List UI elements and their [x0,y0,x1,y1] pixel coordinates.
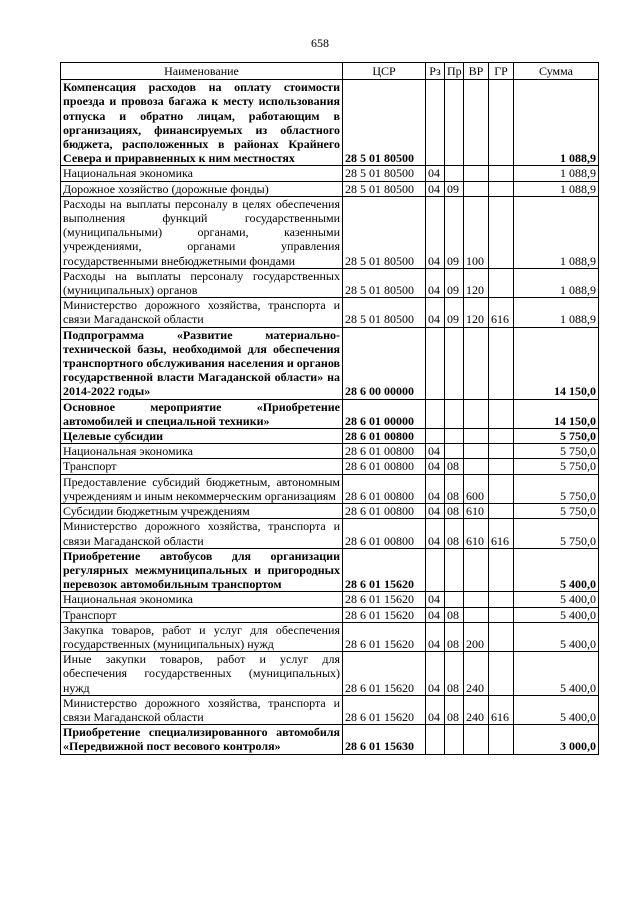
row-pr-cell [445,429,464,444]
row-gr-cell [489,399,514,428]
row-gr-cell [489,327,514,399]
row-sum-cell: 1 088,9 [514,196,599,268]
row-pr-cell: 08 [445,459,464,474]
row-rz-cell [426,80,445,166]
row-csr-cell: 28 6 01 15620 [343,652,426,696]
row-name-cell: Транспорт [61,607,343,622]
row-rz-cell: 04 [426,519,445,548]
row-gr-cell [489,429,514,444]
row-vr-cell [464,80,489,166]
row-pr-cell: 08 [445,695,464,724]
column-header-pr: Пр [445,63,464,80]
row-rz-cell: 04 [426,196,445,268]
row-csr-cell: 28 6 01 00800 [343,519,426,548]
table-row [61,399,599,428]
row-vr-cell [464,399,489,428]
row-rz-cell: 04 [426,166,445,181]
row-name-cell: Основное мероприятие «Приобретение автомобилей и специальной техники» [61,399,343,428]
row-name-cell: Компенсация расходов на оплату стоимости проезда и провоза багажа к месту использования отпуска и обратно лицам, работающим в организациях, финансируемых из областного бюджета, расположенных в районах Крайнего Севера и приравненных к ним местностях [61,80,343,166]
table-row [61,652,599,696]
row-vr-cell: 240 [464,652,489,696]
row-csr-cell: 28 6 01 15620 [343,548,426,592]
row-pr-cell: 09 [445,181,464,196]
row-gr-cell [489,80,514,166]
row-vr-cell: 120 [464,298,489,327]
row-name-cell: Министерство дорожного хозяйства, транспорта и связи Магаданской области [61,519,343,548]
row-pr-cell: 08 [445,519,464,548]
row-pr-cell: 08 [445,474,464,503]
row-gr-cell: 616 [489,298,514,327]
row-sum-cell: 5 400,0 [514,695,599,724]
row-name-cell: Дорожное хозяйство (дорожные фонды) [61,181,343,196]
row-csr-cell: 28 5 01 80500 [343,196,426,268]
row-name-cell: Министерство дорожного хозяйства, транспорта и связи Магаданской области [61,298,343,327]
row-vr-cell [464,444,489,459]
table-row [61,166,599,181]
row-pr-cell [445,444,464,459]
row-gr-cell [489,622,514,651]
table-row [61,80,599,166]
row-vr-cell [464,592,489,607]
row-name-cell: Подпрограмма «Развитие материально-технической базы, необходимой для обеспечения транспортного обслуживания населения и органов государственной власти Магаданской области» на 2014-2022 годы» [61,327,343,399]
row-pr-cell [445,548,464,592]
column-header-sum: Сумма [514,63,599,80]
row-name-cell: Закупка товаров, работ и услуг для обеспечения государственных (муниципальных) нужд [61,622,343,651]
row-csr-cell: 28 6 01 15620 [343,607,426,622]
table-row [61,725,599,754]
row-gr-cell [489,548,514,592]
row-sum-cell: 5 750,0 [514,504,599,519]
row-rz-cell: 04 [426,622,445,651]
row-vr-cell [464,166,489,181]
table-row [61,459,599,474]
row-csr-cell: 28 6 01 15620 [343,695,426,724]
row-rz-cell: 04 [426,181,445,196]
row-name-cell: Расходы на выплаты персоналу государственных (муниципальных) органов [61,268,343,297]
table-header-row [61,63,599,80]
row-vr-cell: 610 [464,504,489,519]
row-vr-cell [464,607,489,622]
row-rz-cell: 04 [426,298,445,327]
row-vr-cell: 120 [464,268,489,297]
row-sum-cell: 5 400,0 [514,652,599,696]
row-pr-cell: 08 [445,504,464,519]
row-pr-cell: 09 [445,268,464,297]
row-gr-cell [489,166,514,181]
row-gr-cell [489,504,514,519]
row-pr-cell [445,725,464,754]
table-row [61,298,599,327]
row-csr-cell: 28 6 01 15620 [343,592,426,607]
row-rz-cell: 04 [426,695,445,724]
row-sum-cell: 5 750,0 [514,519,599,548]
row-rz-cell [426,327,445,399]
row-rz-cell: 04 [426,268,445,297]
row-gr-cell [489,652,514,696]
row-csr-cell: 28 6 01 15630 [343,725,426,754]
row-name-cell: Национальная экономика [61,166,343,181]
row-name-cell: Предоставление субсидий бюджетным, автономным учреждениям и иным некоммерческим организациям [61,474,343,503]
row-csr-cell: 28 6 01 00800 [343,459,426,474]
row-gr-cell [489,607,514,622]
column-header-csr: ЦСР [343,63,426,80]
row-csr-cell: 28 6 01 00800 [343,429,426,444]
row-rz-cell: 04 [426,444,445,459]
row-pr-cell: 08 [445,622,464,651]
table-row [61,548,599,592]
row-csr-cell: 28 6 01 00800 [343,444,426,459]
row-sum-cell: 1 088,9 [514,268,599,297]
column-header-name: Наименование [61,63,343,80]
column-header-rz: Рз [426,63,445,80]
row-csr-cell: 28 6 01 00000 [343,399,426,428]
table-row [61,268,599,297]
row-gr-cell [489,181,514,196]
row-vr-cell [464,459,489,474]
row-pr-cell [445,592,464,607]
row-pr-cell: 08 [445,607,464,622]
row-rz-cell: 04 [426,652,445,696]
row-pr-cell: 08 [445,652,464,696]
row-gr-cell: 616 [489,695,514,724]
row-gr-cell [489,268,514,297]
row-name-cell: Министерство дорожного хозяйства, транспорта и связи Магаданской области [61,695,343,724]
row-rz-cell: 04 [426,459,445,474]
row-rz-cell [426,548,445,592]
row-pr-cell: 09 [445,196,464,268]
row-vr-cell [464,725,489,754]
row-csr-cell: 28 5 01 80500 [343,80,426,166]
table-row [61,327,599,399]
row-vr-cell [464,429,489,444]
row-sum-cell: 14 150,0 [514,399,599,428]
table-row [61,607,599,622]
row-csr-cell: 28 6 00 00000 [343,327,426,399]
table-row [61,181,599,196]
row-pr-cell [445,399,464,428]
row-name-cell: Транспорт [61,459,343,474]
row-vr-cell [464,548,489,592]
row-csr-cell: 28 5 01 80500 [343,166,426,181]
row-csr-cell: 28 5 01 80500 [343,268,426,297]
row-pr-cell: 09 [445,298,464,327]
table-row [61,695,599,724]
row-name-cell: Приобретение специализированного автомобиля «Передвижной пост весового контроля» [61,725,343,754]
row-rz-cell [426,399,445,428]
row-pr-cell [445,327,464,399]
table-row [61,519,599,548]
row-name-cell: Национальная экономика [61,444,343,459]
row-gr-cell [489,196,514,268]
row-sum-cell: 1 088,9 [514,80,599,166]
row-name-cell: Иные закупки товаров, работ и услуг для обеспечения государственных (муниципальных) нужд [61,652,343,696]
row-pr-cell [445,166,464,181]
row-sum-cell: 5 750,0 [514,474,599,503]
page-number: 658 [311,36,329,50]
row-csr-cell: 28 5 01 80500 [343,298,426,327]
table-row [61,622,599,651]
row-sum-cell: 1 088,9 [514,298,599,327]
table-row [61,444,599,459]
row-name-cell: Национальная экономика [61,592,343,607]
row-name-cell: Субсидии бюджетным учреждениям [61,504,343,519]
row-name-cell: Приобретение автобусов для организации регулярных межмуниципальных и пригородных перевозок автомобильным транспортом [61,548,343,592]
row-gr-cell [489,592,514,607]
row-rz-cell: 04 [426,592,445,607]
row-rz-cell [426,429,445,444]
row-vr-cell: 610 [464,519,489,548]
row-sum-cell: 3 000,0 [514,725,599,754]
row-rz-cell: 04 [426,504,445,519]
row-gr-cell [489,444,514,459]
row-sum-cell: 5 400,0 [514,622,599,651]
row-gr-cell [489,459,514,474]
row-sum-cell: 1 088,9 [514,181,599,196]
row-name-cell: Расходы на выплаты персоналу в целях обеспечения выполнения функций государственными (муниципальными) органами, казенными учреждениями, органами управления государственными внебюджетными фондами [61,196,343,268]
row-vr-cell [464,327,489,399]
row-rz-cell [426,725,445,754]
table-row [61,504,599,519]
column-header-gr: ГР [489,63,514,80]
row-pr-cell [445,80,464,166]
row-csr-cell: 28 6 01 15620 [343,622,426,651]
column-header-vr: ВР [464,63,489,80]
row-sum-cell: 14 150,0 [514,327,599,399]
row-sum-cell: 5 400,0 [514,548,599,592]
row-csr-cell: 28 6 01 00800 [343,474,426,503]
budget-table [60,62,599,755]
row-vr-cell: 200 [464,622,489,651]
row-rz-cell: 04 [426,474,445,503]
row-gr-cell [489,474,514,503]
row-csr-cell: 28 5 01 80500 [343,181,426,196]
row-sum-cell: 1 088,9 [514,166,599,181]
row-gr-cell [489,725,514,754]
row-name-cell: Целевые субсидии [61,429,343,444]
row-rz-cell: 04 [426,607,445,622]
table-row [61,592,599,607]
row-vr-cell [464,181,489,196]
row-vr-cell: 240 [464,695,489,724]
table-body [61,80,599,754]
table-row [61,196,599,268]
row-vr-cell: 600 [464,474,489,503]
row-sum-cell: 5 400,0 [514,592,599,607]
row-sum-cell: 5 750,0 [514,444,599,459]
row-vr-cell: 100 [464,196,489,268]
row-sum-cell: 5 400,0 [514,607,599,622]
table-row [61,429,599,444]
table-row [61,474,599,503]
row-sum-cell: 5 750,0 [514,429,599,444]
row-gr-cell: 616 [489,519,514,548]
row-csr-cell: 28 6 01 00800 [343,504,426,519]
row-sum-cell: 5 750,0 [514,459,599,474]
